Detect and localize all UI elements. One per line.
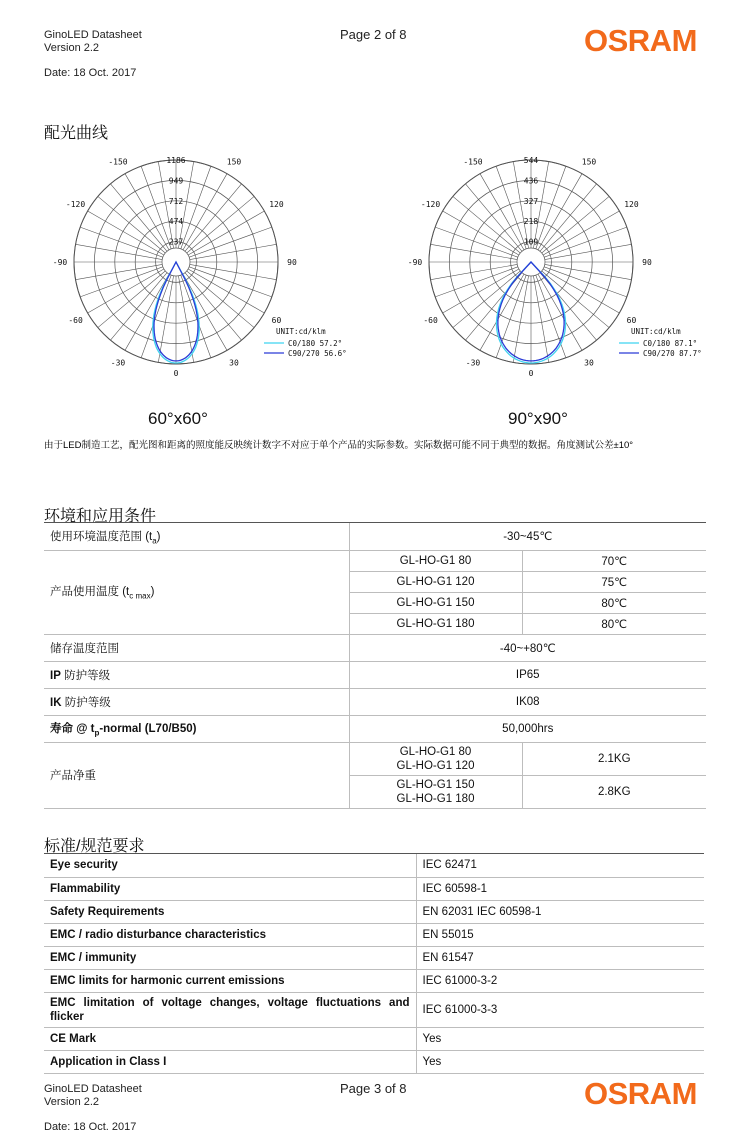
weight-value: 2.1KG	[522, 742, 706, 775]
polar-angle-label: 90	[287, 258, 297, 267]
standard-value: IEC 61000-3-2	[416, 969, 704, 992]
light-distribution-title: 配光曲线	[44, 125, 109, 142]
env-row-weight-1	[44, 742, 706, 775]
env-label-ip: IP 防护等级	[44, 661, 349, 688]
env-row-ik	[44, 688, 706, 715]
polar-angle-label: 30	[229, 358, 239, 368]
polar-angle-label: 60	[271, 316, 282, 325]
env-row-life	[44, 715, 706, 742]
env-row-ip	[44, 661, 706, 688]
standards-table	[44, 854, 704, 1074]
standard-label: Application in Class I	[44, 1050, 416, 1073]
standard-value: Yes	[416, 1050, 704, 1073]
legend-c90: C90/270 56.6°	[288, 349, 347, 358]
polar-angle-label: 150	[226, 157, 242, 167]
env-label-ik: IK 防护等级	[44, 688, 349, 715]
env-value-life: 50,000hrs	[349, 715, 706, 742]
env-label-storage: 储存温度范围	[44, 634, 349, 661]
polar-ring-label: 544	[523, 156, 539, 165]
standard-label: EMC limits for harmonic current emissions	[44, 969, 416, 992]
osram-logo: OSRAM	[584, 23, 697, 58]
env-label-weight: 产品净重	[44, 742, 349, 808]
env-value-ip: IP65	[349, 661, 706, 688]
next-doc-name: GinoLED Datasheet	[44, 1083, 142, 1095]
tc-temp: 80℃	[522, 592, 706, 613]
next-doc-info	[44, 1083, 142, 1109]
page-number: Page 2 of 8	[340, 27, 407, 42]
standard-value: IEC 61000-3-3	[416, 992, 704, 1027]
standard-value: IEC 60598-1	[416, 877, 704, 900]
legend-c0: C0/180 57.2°	[288, 339, 343, 348]
polar-ring-label: 1186	[166, 156, 186, 165]
tc-temp: 80℃	[522, 613, 706, 634]
polar-ring-label: 712	[168, 196, 184, 206]
standards-row	[44, 877, 704, 900]
polar-angle-label: -150	[108, 157, 128, 167]
standard-value: EN 62031 IEC 60598-1	[416, 900, 704, 923]
standard-value: EN 55015	[416, 923, 704, 946]
doc-version: Version 2.2	[44, 42, 100, 54]
env-row-storage	[44, 634, 706, 661]
polar-angle-label: -90	[52, 258, 68, 267]
polar-angle-label: 150	[581, 157, 597, 167]
polar-angle-label: -30	[110, 358, 126, 368]
polar-ring-label: 237	[168, 237, 184, 247]
standards-row	[44, 923, 704, 946]
weight-models: GL-HO-G1 80 GL-HO-G1 120	[349, 742, 522, 775]
polar-ring-label: 327	[523, 196, 539, 206]
standard-label: EMC / immunity	[44, 946, 416, 969]
standard-label: EMC / radio disturbance characteristics	[44, 923, 416, 946]
env-value-storage: -40~+80℃	[349, 634, 706, 661]
weight-models: GL-HO-G1 150 GL-HO-G1 180	[349, 775, 522, 808]
next-doc-version: Version 2.2	[44, 1096, 100, 1108]
polar-angle-label: 120	[624, 200, 639, 209]
standards-row	[44, 969, 704, 992]
standard-value: IEC 62471	[416, 854, 704, 877]
env-label-ambient: 使用环境温度范围 $(t_a)$	[44, 523, 349, 550]
environment-table	[44, 523, 706, 809]
env-row-ambient	[44, 523, 706, 550]
tc-temp: 70℃	[522, 550, 706, 571]
next-page-number: Page 3 of 8	[340, 1081, 407, 1096]
env-label-life: 寿命 @ $t_p$-normal (L70/B50)	[44, 715, 349, 742]
standard-value: Yes	[416, 1027, 704, 1050]
env-label-tc: 产品使用温度 $(t_{c max})$	[44, 550, 349, 634]
polar-angle-label: 60	[626, 316, 637, 325]
polar-chart-90	[395, 148, 725, 388]
polar-angle-label: -60	[68, 316, 83, 325]
tc-temp: 75℃	[522, 571, 706, 592]
tc-model: GL-HO-G1 80	[349, 550, 522, 571]
standards-row	[44, 1050, 704, 1073]
polar-label-60: 60°x60°	[148, 409, 208, 428]
standards-row	[44, 992, 704, 1027]
next-doc-date: Date: 18 Oct. 2017	[44, 1121, 137, 1133]
tc-model: GL-HO-G1 120	[349, 571, 522, 592]
polar-ring-label: 109	[523, 237, 539, 247]
polar-angle-label: -30	[465, 358, 481, 368]
polar-label-90: 90°x90°	[508, 409, 568, 428]
standard-value: EN 61547	[416, 946, 704, 969]
doc-date: Date: 18 Oct. 2017	[44, 67, 137, 79]
standards-title: 标准/规范要求	[44, 838, 145, 855]
env-row-tc-1	[44, 550, 706, 571]
polar-angle-label: 0	[528, 369, 534, 378]
standards-row	[44, 1027, 704, 1050]
tc-model: GL-HO-G1 180	[349, 613, 522, 634]
polar-angle-label: -120	[65, 200, 86, 209]
environment-title: 环境和应用条件	[44, 508, 157, 525]
standards-row	[44, 900, 704, 923]
polar-ring-label: 436	[523, 176, 539, 186]
standard-label: Safety Requirements	[44, 900, 416, 923]
standard-label: EMC limitation of voltage changes, voltage fluctuations and flicker	[44, 992, 416, 1027]
polar-angle-label: 90	[642, 258, 652, 267]
polar-angle-label: 0	[173, 369, 179, 378]
standard-label: Flammability	[44, 877, 416, 900]
weight-value: 2.8KG	[522, 775, 706, 808]
polar-angle-label: -90	[407, 258, 423, 267]
doc-info	[44, 29, 142, 55]
standards-row	[44, 946, 704, 969]
legend-c90: C90/270 87.7°	[643, 349, 702, 358]
polar-unit: UNIT:cd/klm	[276, 327, 326, 336]
polar-ring-label: 949	[168, 176, 184, 186]
polar-angle-label: -60	[423, 316, 438, 325]
polar-ring-label: 218	[523, 217, 539, 227]
env-value-ik: IK08	[349, 688, 706, 715]
polar-unit: UNIT:cd/klm	[631, 327, 681, 336]
polar-ring-label: 474	[168, 217, 184, 227]
polar-angle-label: -150	[463, 157, 483, 167]
polar-chart-60	[40, 148, 370, 388]
polar-angle-label: -120	[420, 200, 441, 209]
distribution-note: 由于LED制造工艺，配光图和距离的照度能反映统计数字不对应于单个产品的实际参数。实际数据可能不同于典型的数据。角度测试公差±10°	[44, 440, 634, 451]
next-osram-logo: OSRAM	[584, 1076, 697, 1111]
standard-label: CE Mark	[44, 1027, 416, 1050]
legend-c0: C0/180 87.1°	[643, 339, 698, 348]
polar-angle-label: 120	[269, 200, 284, 209]
doc-name: GinoLED Datasheet	[44, 29, 142, 41]
standards-row	[44, 854, 704, 877]
polar-angle-label: 30	[584, 358, 594, 368]
env-value-ambient: -30~45℃	[349, 523, 706, 550]
tc-model: GL-HO-G1 150	[349, 592, 522, 613]
standard-label: Eye security	[44, 854, 416, 877]
